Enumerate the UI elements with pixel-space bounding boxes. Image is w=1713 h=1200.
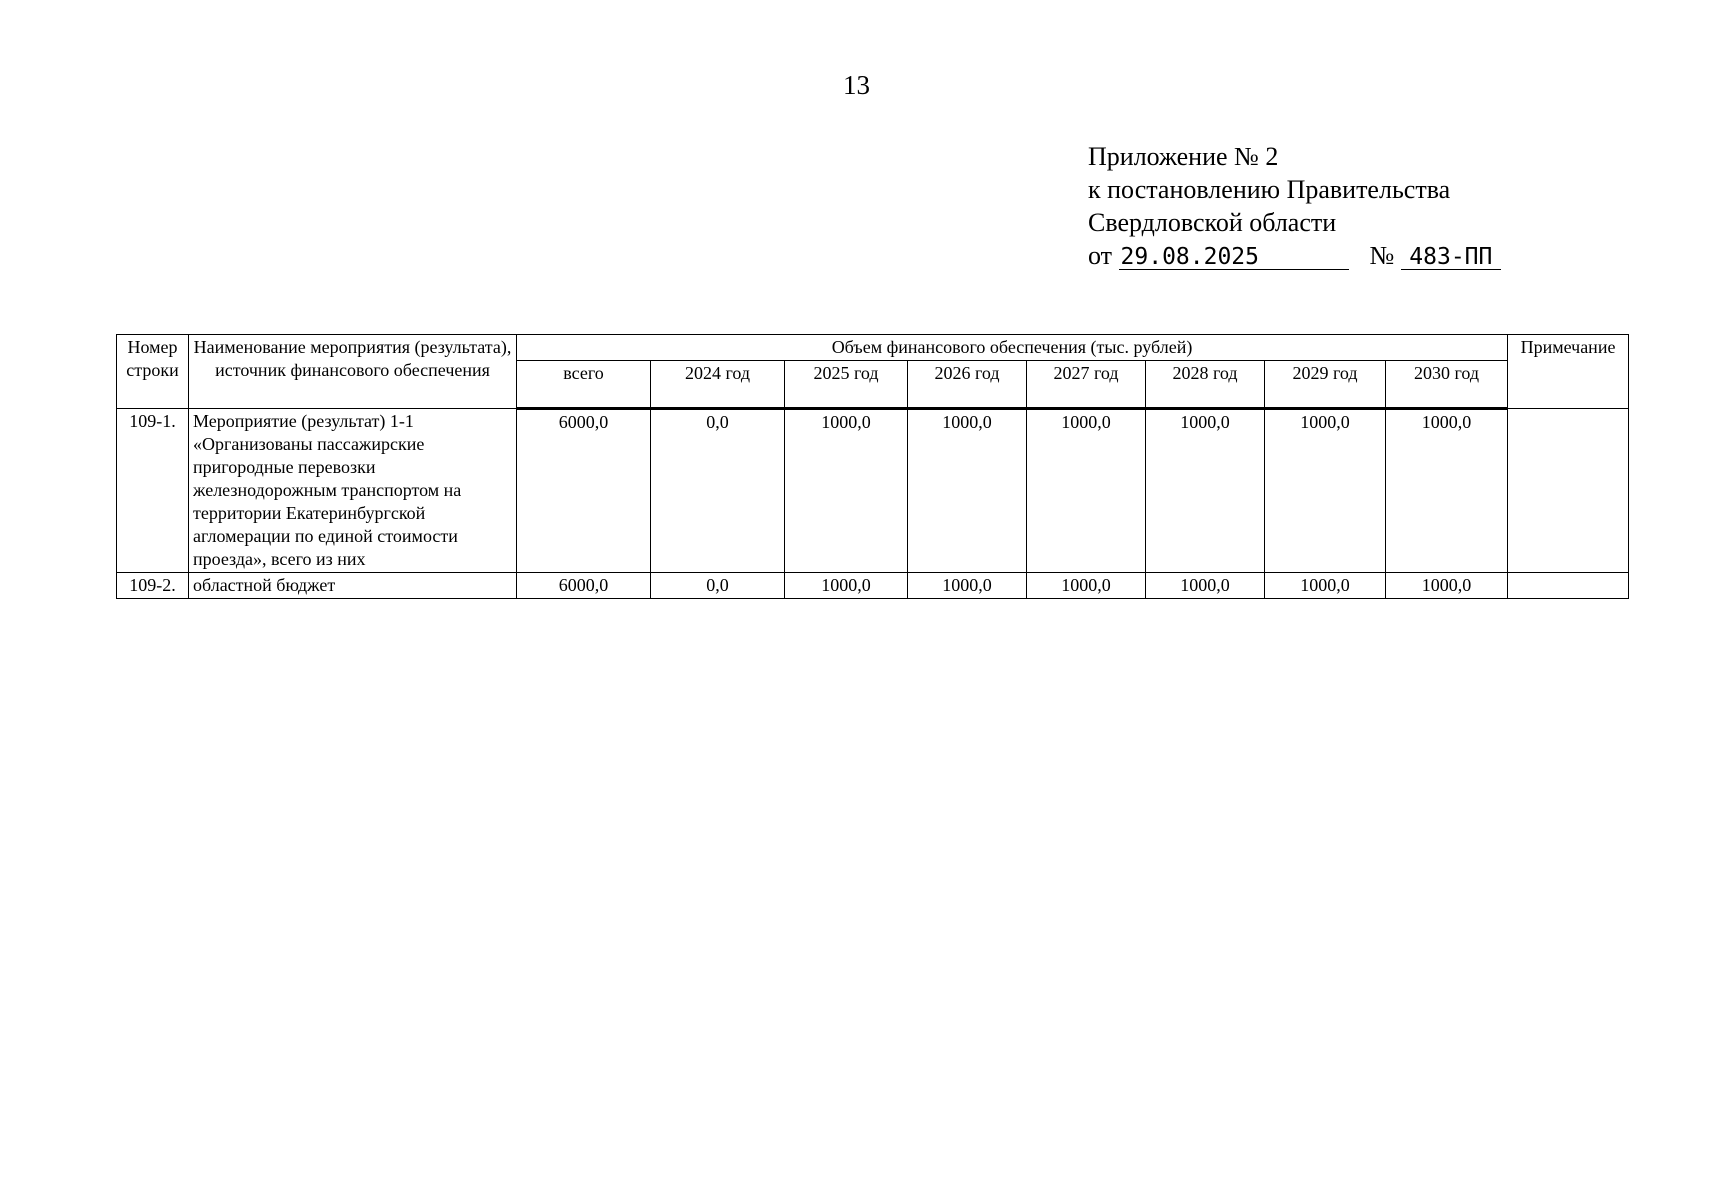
value-2024-cell: 0,0 xyxy=(651,573,785,599)
header-year-2029: 2029 год xyxy=(1265,361,1386,409)
value-2025-cell: 1000,0 xyxy=(785,409,908,573)
header-name: Наименование мероприятия (результата), источник финансового обеспечения xyxy=(189,335,517,409)
header-year-2024: 2024 год xyxy=(651,361,785,409)
value-2024-cell: 0,0 xyxy=(651,409,785,573)
value-2025-cell: 1000,0 xyxy=(785,573,908,599)
table-row xyxy=(117,573,1629,599)
financing-table xyxy=(116,334,1629,599)
header-note: Примечание xyxy=(1508,335,1629,409)
appendix-date-number-line xyxy=(1088,239,1508,272)
header-year-2030: 2030 год xyxy=(1386,361,1508,409)
header-row-number: Номер строки xyxy=(117,335,189,409)
appendix-resolution-line: к постановлению Правительства xyxy=(1088,175,1451,204)
header-year-2026: 2026 год xyxy=(908,361,1027,409)
page-number: 13 xyxy=(843,70,870,100)
appendix-title: Приложение № 2 xyxy=(1088,142,1279,171)
value-2026-cell: 1000,0 xyxy=(908,409,1027,573)
header-year-2027: 2027 год xyxy=(1027,361,1146,409)
row-name-cell: Мероприятие (результат) 1-1 «Организованы пассажирские пригородные перевозки железнодорожным транспортом на территории Екатеринбургской агломерации по единой стоимости проезда», всего из них xyxy=(189,409,517,573)
value-2027-cell: 1000,0 xyxy=(1027,573,1146,599)
note-cell xyxy=(1508,409,1629,573)
value-total-cell: 6000,0 xyxy=(517,409,651,573)
header-year-2028: 2028 год xyxy=(1146,361,1265,409)
value-2028-cell: 1000,0 xyxy=(1146,573,1265,599)
header-total: всего xyxy=(517,361,651,409)
value-2028-cell: 1000,0 xyxy=(1146,409,1265,573)
table-row xyxy=(117,409,1629,573)
row-number-cell: 109-1. xyxy=(117,409,189,573)
header-year-2025: 2025 год xyxy=(785,361,908,409)
header-funding-group: Объем финансового обеспечения (тыс. рублей) xyxy=(517,335,1508,361)
note-cell xyxy=(1508,573,1629,599)
appendix-block xyxy=(1088,140,1508,272)
row-number-cell: 109-2. xyxy=(117,573,189,599)
resolution-number: 483-ПП xyxy=(1401,245,1501,270)
value-2029-cell: 1000,0 xyxy=(1265,573,1386,599)
date-prefix: от xyxy=(1088,241,1113,270)
value-total-cell: 6000,0 xyxy=(517,573,651,599)
value-2027-cell: 1000,0 xyxy=(1027,409,1146,573)
appendix-region-line: Свердловской области xyxy=(1088,208,1337,237)
value-2030-cell: 1000,0 xyxy=(1386,409,1508,573)
value-2030-cell: 1000,0 xyxy=(1386,573,1508,599)
value-2029-cell: 1000,0 xyxy=(1265,409,1386,573)
number-prefix: № xyxy=(1369,241,1395,270)
value-2026-cell: 1000,0 xyxy=(908,573,1027,599)
row-name-cell: областной бюджет xyxy=(189,573,517,599)
resolution-date: 29.08.2025 xyxy=(1119,245,1349,270)
